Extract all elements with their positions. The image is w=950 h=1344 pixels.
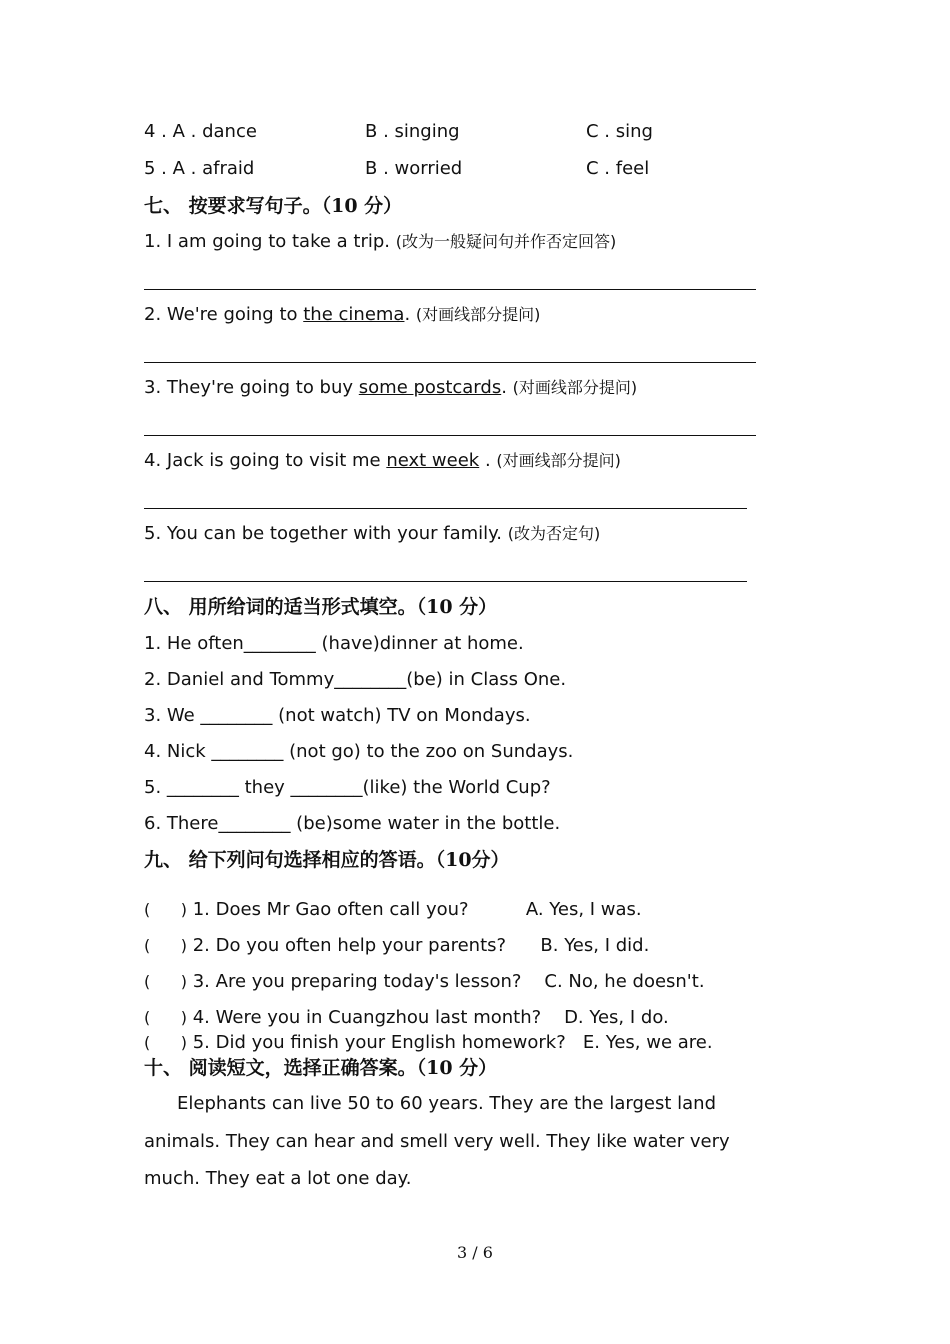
s7-item-4-post: .	[479, 450, 497, 471]
answer-line-3[interactable]	[144, 435, 756, 436]
option-4b: B . singing	[365, 121, 460, 142]
s9-item-2	[144, 934, 649, 958]
section8-heading: 八、 用所给词的适当形式填空。（10 分）	[144, 596, 498, 618]
s7-item-2-text: 2. We're going to	[144, 304, 304, 325]
option-4c: C . sing	[586, 121, 653, 142]
answer-line-4[interactable]	[144, 508, 747, 509]
section7-heading: 七、 按要求写句子。（10 分）	[144, 195, 403, 217]
s7-item-4-underlined: next week	[386, 450, 480, 471]
answer-bracket[interactable]: ( )	[144, 900, 187, 919]
s8-item-3: 3. We ________ (not watch) TV on Mondays.	[144, 705, 531, 726]
s9-item-5-text: 5. Did you finish your English homework? E. Yes, we are.	[192, 1032, 713, 1053]
option-5c: C . feel	[586, 158, 650, 179]
s9-item-4	[144, 1006, 669, 1030]
s9-item-1-text: 1. Does Mr Gao often call you? A. Yes, I was.	[192, 899, 642, 920]
option-4a: 4 . A . dance	[144, 121, 257, 142]
s7-item-4-note: (对画线部分提问)	[496, 451, 621, 470]
s7-item-2-post: .	[404, 304, 416, 325]
s8-item-6: 6. There________ (be)some water in the bottle.	[144, 813, 561, 834]
s9-item-1	[144, 898, 642, 922]
s7-item-2	[144, 303, 540, 327]
section9-heading: 九、 给下列问句选择相应的答语。（10分）	[144, 849, 510, 871]
s9-item-2-text: 2. Do you often help your parents? B. Yes, I did.	[192, 935, 650, 956]
s7-item-4	[144, 449, 621, 473]
s7-item-5-text: 5. You can be together with your family.	[144, 523, 508, 544]
s9-item-3-text: 3. Are you preparing today's lesson? C. No, he doesn't.	[192, 971, 705, 992]
s7-item-1-text: 1. I am going to take a trip.	[144, 231, 396, 252]
s7-item-4-text: 4. Jack is going to visit me	[144, 450, 387, 471]
s8-item-1: 1. He often________ (have)dinner at home.	[144, 633, 524, 654]
s7-item-5	[144, 522, 600, 546]
s8-item-4: 4. Nick ________ (not go) to the zoo on Sundays.	[144, 741, 574, 762]
s7-item-3-text: 3. They're going to buy	[144, 377, 359, 398]
s9-item-4-text: 4. Were you in Cuangzhou last month? D. Yes, I do.	[192, 1007, 669, 1028]
option-5a: 5 . A . afraid	[144, 158, 255, 179]
s8-item-5: 5. ________ they ________(like) the World Cup?	[144, 777, 551, 798]
option-5b: B . worried	[365, 158, 463, 179]
s7-item-3-underlined: some postcards	[358, 377, 502, 398]
s7-item-1	[144, 230, 616, 254]
s7-item-5-note: (改为否定句)	[507, 524, 601, 543]
answer-line-2[interactable]	[144, 362, 756, 363]
page-number: 3 / 6	[457, 1243, 493, 1262]
answer-bracket[interactable]: ( )	[144, 1033, 187, 1052]
s7-item-3-note: (对画线部分提问)	[512, 378, 638, 397]
s7-item-2-note: (对画线部分提问)	[415, 305, 541, 324]
answer-bracket[interactable]: ( )	[144, 972, 187, 991]
s7-item-3	[144, 376, 637, 400]
s7-item-1-note: (改为一般疑问句并作否定回答)	[395, 232, 617, 251]
s8-item-2: 2. Daniel and Tommy________(be) in Class One.	[144, 669, 567, 690]
answer-line-5[interactable]	[144, 581, 747, 582]
s7-item-3-post: .	[501, 377, 513, 398]
answer-line-1[interactable]	[144, 289, 756, 290]
answer-bracket[interactable]: ( )	[144, 1008, 187, 1027]
answer-bracket[interactable]: ( )	[144, 936, 187, 955]
s9-item-3	[144, 970, 705, 994]
s9-item-5	[144, 1031, 713, 1055]
s7-item-2-underlined: the cinema	[303, 304, 405, 325]
section10-heading: 十、 阅读短文，选择正确答案。（10 分）	[144, 1057, 498, 1079]
reading-paragraph: Elephants can live 50 to 60 years. They are the largest land animals. They can hear and smell very well. They like water very much. They eat a lot one day.	[144, 1093, 730, 1189]
